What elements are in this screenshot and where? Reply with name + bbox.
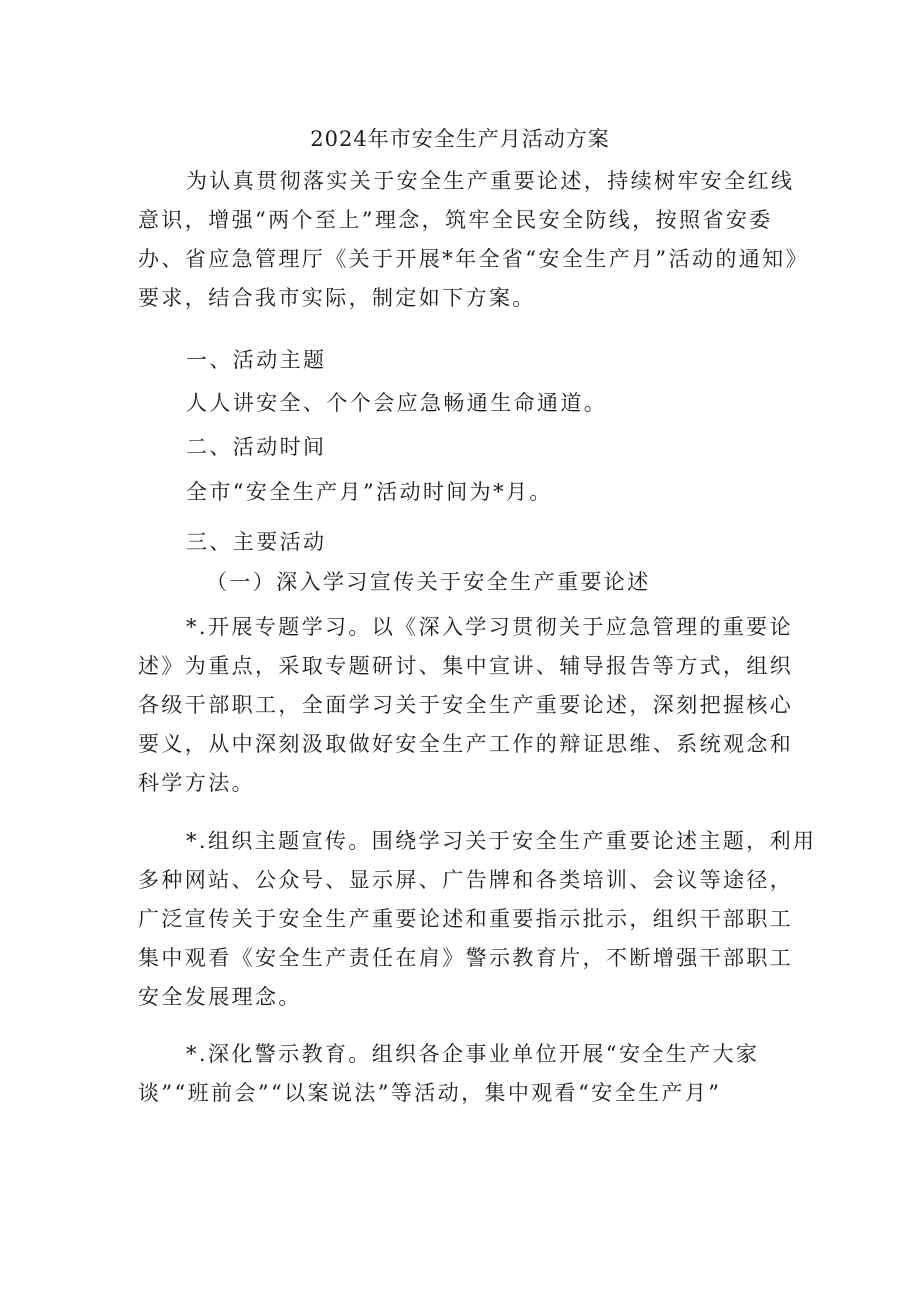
paragraph-line: 科学方法。	[138, 771, 255, 795]
item-paragraph-1	[138, 608, 798, 803]
paragraph-line: 要义，从中深刻汲取做好安全生产工作的辩证思维、系统观念和	[138, 732, 794, 756]
paragraph-line: *.开展专题学习。以《深入学习贯彻关于应急管理的重要论	[186, 615, 793, 639]
paragraph-line: 意识，增强“两个至上”理念，筑牢全民安全防线，按照省安委	[138, 208, 773, 232]
section-body	[138, 384, 798, 423]
paragraph-line: *.组织主题宣传。围绕学习关于安全生产重要论述主题，利用	[186, 829, 817, 853]
paragraph-line: 多种网站、公众号、显示屏、广告牌和各类培训、会议等途径，	[138, 868, 794, 892]
item-paragraph-2	[138, 822, 817, 1017]
section-heading	[138, 341, 798, 380]
section1-body: 人人讲安全、个个会应急畅通生命通道。	[186, 391, 608, 415]
paragraph-line: 各级干部职工，全面学习关于安全生产重要论述，深刻把握核心	[138, 693, 794, 717]
paragraph-line: 为认真贯彻落实关于安全生产重要论述，持续树牢安全红线	[186, 169, 795, 193]
section2-body: 全市“安全生产月”活动时间为*月。	[186, 480, 553, 504]
section-heading	[138, 523, 798, 562]
subsection1-heading: （一）深入学习宣传关于安全生产重要论述	[206, 570, 651, 594]
paragraph-line: 安全发展理念。	[138, 985, 302, 1009]
paragraph-line: 办、省应急管理厅《关于开展*年全省“安全生产月”活动的通知》	[138, 247, 809, 271]
section3-heading: 三、主要活动	[186, 530, 327, 554]
item-paragraph-3	[138, 1035, 798, 1113]
section2-heading: 二、活动时间	[186, 435, 327, 459]
paragraph-line: 谈”“班前会”“以案说法”等活动，集中观看“安全生产月”	[138, 1081, 722, 1105]
paragraph-line: 要求，结合我市实际，制定如下方案。	[138, 286, 536, 310]
intro-paragraph	[138, 162, 809, 318]
subsection-heading	[138, 563, 798, 602]
paragraph-line: 广泛宣传关于安全生产重要论述和重要指示批示，组织干部职工	[138, 907, 794, 931]
paragraph-line: *.深化警示教育。组织各企事业单位开展“安全生产大家	[186, 1042, 760, 1066]
paragraph-line: 集中观看《安全生产责任在肩》警示教育片，不断增强干部职工	[138, 946, 794, 970]
paragraph-line: 述》为重点，采取专题研讨、集中宣讲、辅导报告等方式，组织	[138, 654, 794, 678]
document-title: 2024年市安全生产月活动方案	[310, 127, 610, 151]
section-heading	[138, 428, 798, 467]
section-body	[138, 473, 798, 512]
section1-heading: 一、活动主题	[186, 348, 327, 372]
